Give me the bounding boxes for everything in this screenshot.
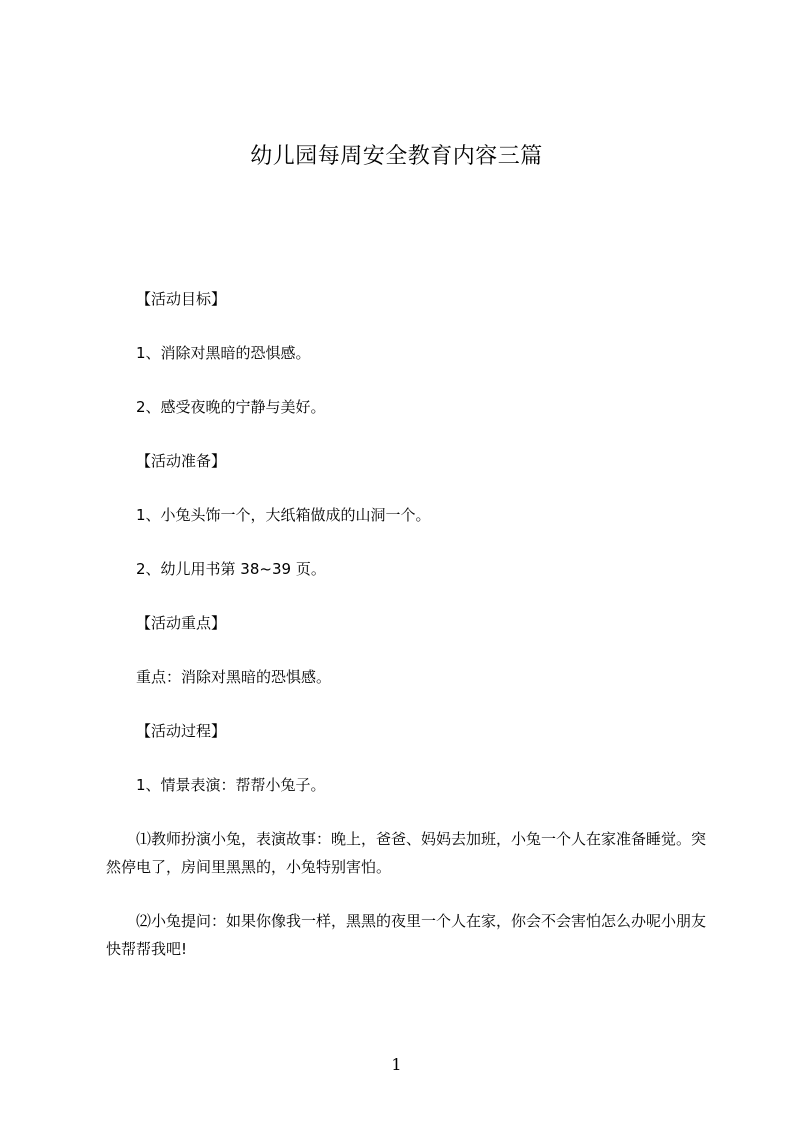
preparation-item-2: 2、幼儿用书第 38~39 页。 (136, 560, 326, 578)
preparation-item-1: 1、小兔头饰一个，大纸箱做成的山洞一个。 (136, 506, 431, 524)
section-heading-focus: 【活动重点】 (136, 614, 227, 632)
process-item-1: 1、情景表演：帮帮小兔子。 (136, 776, 326, 794)
document-body (106, 285, 718, 963)
goal-item-2: 2、感受夜晚的宁静与美好。 (136, 398, 326, 416)
section-heading-process: 【活动过程】 (136, 722, 227, 740)
page-number: 1 (391, 1055, 402, 1074)
process-step-2: ⑵小兔提问：如果你像我一样，黑黑的夜里一个人在家，你会不会害怕怎么办呢小朋友快帮帮我吧! (106, 912, 707, 958)
goal-item-1: 1、消除对黑暗的恐惧感。 (136, 344, 311, 362)
process-step-1: ⑴教师扮演小兔，表演故事：晚上，爸爸、妈妈去加班，小兔一个人在家准备睡觉。突然停电了，房间里黑黑的，小兔特别害怕。 (106, 830, 707, 876)
document-title: 幼儿园每周安全教育内容三篇 (250, 144, 543, 169)
focus-item: 重点：消除对黑暗的恐惧感。 (136, 668, 332, 686)
section-heading-preparation: 【活动准备】 (136, 452, 227, 470)
section-heading-goals: 【活动目标】 (136, 290, 227, 308)
